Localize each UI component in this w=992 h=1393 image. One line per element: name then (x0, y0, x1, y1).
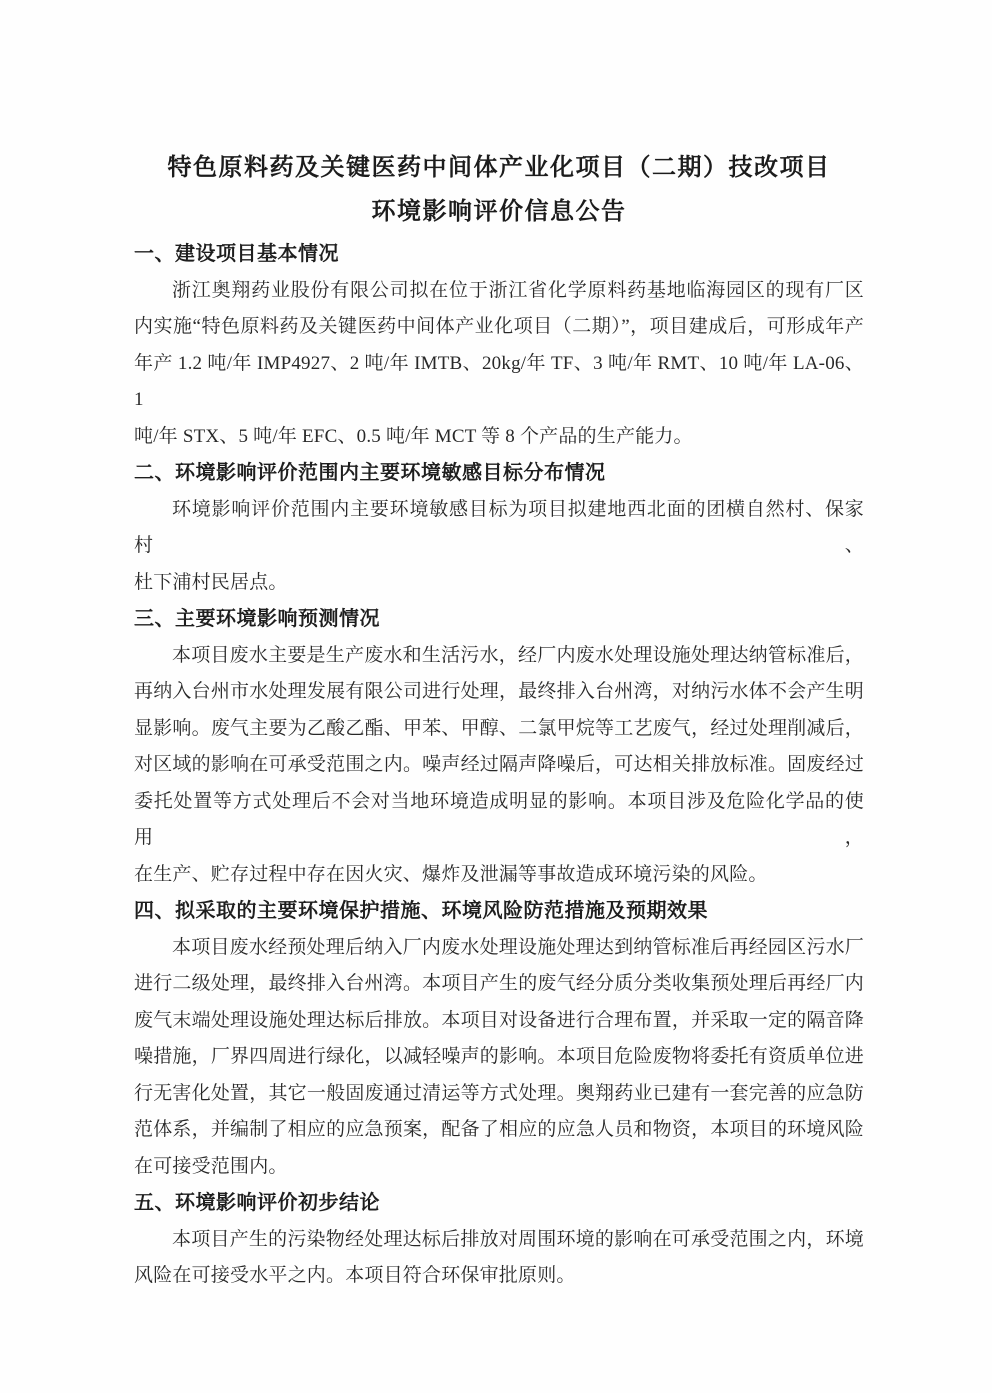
section-2-heading: 二、环境影响评价范围内主要环境敏感目标分布情况 (134, 462, 606, 484)
section-3-impact-prediction (134, 601, 864, 893)
document-content (134, 146, 864, 1295)
section-1-heading: 一、建设项目基本情况 (134, 243, 339, 265)
paragraph-line: 年产 1.2 吨/年 IMP4927、2 吨/年 IMTB、20kg/年 TF、3 吨/年 RMT、10 吨/年 LA-06、1 (134, 352, 864, 410)
document-title (134, 146, 864, 234)
paragraph-line: 再纳入台州市水处理发展有限公司进行处理，最终排入台州湾，对纳污水体不会产生明 (134, 681, 864, 702)
paragraph-line: 吨/年 STX、5 吨/年 EFC、0.5 吨/年 MCT 等 8 个产品的生产能力。 (134, 425, 693, 447)
paragraph-line: 废气末端处理设施处理达标后排放。本项目对设备进行合理布置，并采取一定的隔音降 (134, 1009, 864, 1031)
section-1-basic-project-info (134, 236, 864, 455)
paragraph-line: 本项目产生的污染物经处理达标后排放对周围环境的影响在可承受范围之内，环境 (172, 1228, 864, 1250)
document-title-line-1: 特色原料药及关键医药中间体产业化项目（二期）技改项目 (167, 154, 831, 181)
paragraph-line: 显影响。废气主要为乙酸乙酯、甲苯、甲醇、二氯甲烷等工艺废气，经过处理削减后， (134, 717, 864, 739)
paragraph-line: 内实施“特色原料药及关键医药中间体产业化项目（二期）”，项目建成后，可形成年产 (134, 316, 864, 337)
section-5-heading: 五、环境影响评价初步结论 (134, 1192, 380, 1214)
document-title-line-2: 环境影响评价信息公告 (371, 198, 627, 225)
paragraph-line: 对区域的影响在可承受范围之内。噪声经过隔声降噪后，可达相关排放标准。固废经过 (134, 754, 864, 775)
paragraph-line: 行无害化处置，其它一般固废通过清运等方式处理。奥翔药业已建有一套完善的应急防 (134, 1082, 864, 1104)
paragraph-line: 本项目废水主要是生产废水和生活污水，经厂内废水处理设施处理达纳管标准后， (172, 644, 864, 666)
section-2-sensitive-targets (134, 455, 864, 601)
paragraph-line: 进行二级处理，最终排入台州湾。本项目产生的废气经分质分类收集预处理后再经厂内 (134, 973, 864, 994)
paragraph-line: 杜下浦村民居点。 (134, 571, 288, 593)
paragraph-line: 委托处置等方式处理后不会对当地环境造成明显的影响。本项目涉及危险化学品的使用， (134, 790, 864, 848)
paragraph-line: 在可接受范围内。 (134, 1155, 288, 1177)
paragraph-line: 在生产、贮存过程中存在因火灾、爆炸及泄漏等事故造成环境污染的风险。 (134, 863, 768, 885)
paragraph-line: 风险在可接受水平之内。本项目符合环保审批原则。 (134, 1265, 576, 1286)
paragraph-line: 环境影响评价范围内主要环境敏感目标为项目拟建地西北面的团横自然村、保家村、 (134, 498, 864, 556)
paragraph-line: 本项目废水经预处理后纳入厂内废水处理设施处理达到纳管标准后再经园区污水厂 (172, 936, 864, 958)
paragraph-line: 范体系，并编制了相应的应急预案，配备了相应的应急人员和物资，本项目的环境风险 (134, 1119, 864, 1140)
paragraph-line: 浙江奥翔药业股份有限公司拟在位于浙江省化学原料药基地临海园区的现有厂区 (172, 279, 864, 301)
section-5-preliminary-conclusion (134, 1185, 864, 1295)
paragraph-line: 噪措施，厂界四周进行绿化，以减轻噪声的影响。本项目危险废物将委托有资质单位进 (134, 1046, 864, 1067)
section-4-protection-measures (134, 893, 864, 1185)
section-4-heading: 四、拟采取的主要环境保护措施、环境风险防范措施及预期效果 (134, 900, 708, 922)
section-3-heading: 三、主要环境影响预测情况 (134, 608, 380, 630)
